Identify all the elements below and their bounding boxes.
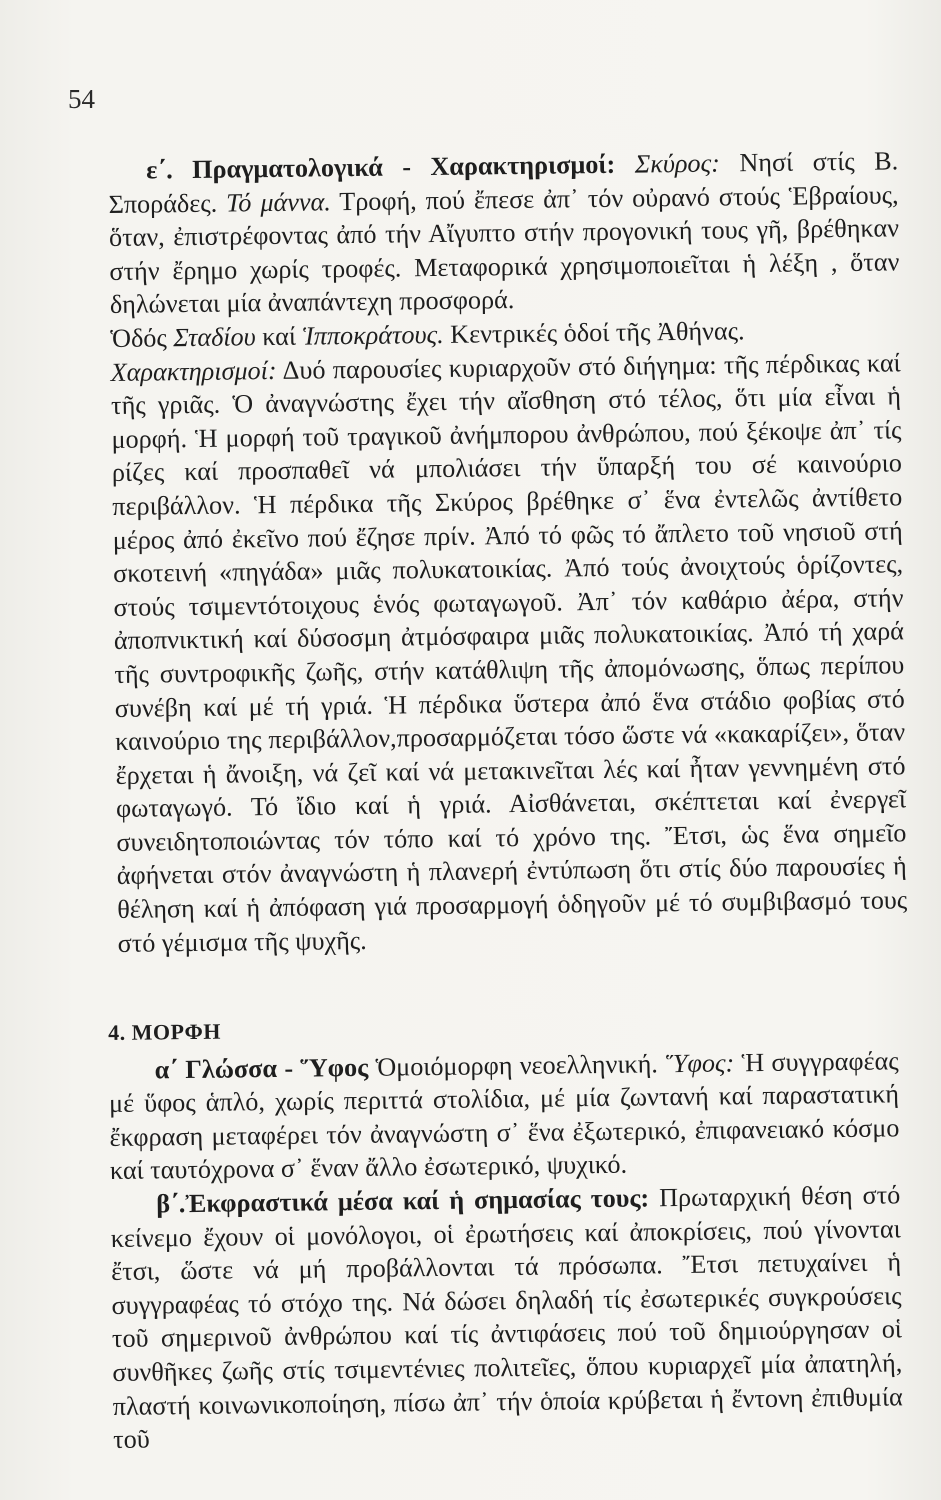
def-streets: Κεντρικές ὁδοί τῆς Ἀθήνας. [443, 316, 745, 349]
subheading-expressive-means: β΄.Ἐκφραστικά μέσα καί ἡ σημασίας τους: [156, 1183, 650, 1219]
text-language: Ὁμοιόμορφη νεοελληνική. [367, 1048, 666, 1082]
term-style: Ὕφος: [664, 1047, 735, 1078]
term-skyros: Σκύρος: [634, 148, 721, 179]
paragraph-characterizations [110, 346, 907, 960]
def-manna: Τροφή, πού ἔπεσε ἀπ᾽ τόν οὐρανό στούς Ἑβραίους, ὅταν, ἐπιστρέφοντας ἀπό τήν Αἴγυπτο στήν προγονική τους γῆ, βρέθηκαν στήν ἔρημο χωρίς τροφές. Μεταφορικά χρησιμοποιεῖται ἡ λέξη , ὅταν δηλώνεται μία ἀναπάντεχη προσφορά. [108, 179, 900, 320]
page-number: 54 [68, 84, 95, 114]
section-e-block [108, 144, 908, 960]
def-skyros: Νησί στίς Β. Σποράδες. [108, 146, 899, 219]
streets-prefix: Ὁδός [110, 323, 174, 353]
section-4-block [108, 1006, 903, 1456]
term-manna: Τό μάννα. [225, 186, 331, 218]
paragraph-expressive-means [110, 1178, 903, 1456]
text-expressive-means: Πρωταρχική θέση στό κείνεμο ἔχουν οἱ μονόλογοι, οἱ ἐρωτήσεις καί ἀποκρίσεις, πού γίνονται ἔτσι, ὥστε νά μή προβάλλονται τά πρόσωπα. Ἔτσι πετυχαίνει ἡ συγγραφέας τό στόχο της. Νά δώσει δηλαδή τίς ἐσωτερικές συγκρούσεις τοῦ σημερινοῦ ἀνθρώπου καί τίς ἀντιφάσεις πού τοῦ δημιούργησαν οἱ συνθῆκες ζωῆς στίς τσιμεντένιες πολιτεῖες, ὅπου κυριαρχεῖ μία ἀπατηλή, πλαστή κοινωνικοποίηση, πίσω ἀπ᾽ τήν ὁποία κρύβεται ἡ ἔντονη ἐπιθυμία τοῦ [110, 1180, 903, 1455]
text-characterizations: Δυό παρουσίες κυριαρχοῦν στό διήγημα: τῆς πέρδικας καί τῆς γριᾶς. Ὁ ἀναγνώστης ἔχει τήν αἴσθηση στό τέλος, ὅτι μία εἶναι ἡ μορφή. Ἡ μορφή τοῦ τραγικοῦ ἀνήμπορου ἀνθρώπου, πού ξέκοψε ἀπ᾽ τίς ρίζες καί προσπαθεῖ νά μπολιάσει τήν ὕπαρξή του σέ καινούριο περιβάλλον. Ἡ πέρδικα τῆς Σκύρος βρέθηκε σ᾽ ἕνα ἐντελῶς ἀντίθετο μέρος ἀπό ἐκεῖνο πού ἔζησε πρίν. Ἀπό τό φῶς τό ἄπλετο τοῦ νησιοῦ στή σκοτεινή «πηγάδα» μιᾶς πολυκατοικίας. Ἀπό τούς ἀνοιχτούς ὁρίζοντες, στούς τσιμεντότοιχους ἑνός φωταγωγοῦ. Ἀπ᾽ τόν καθάριο ἀέρα, στήν ἀποπνικτική καί δύσοσμη ἀτμόσφαιρα μιᾶς πολυκατοικίας. Ἀπό τή χαρά τῆς συντροφικῆς ζωῆς, στήν κατάθλιψη τῆς ἀπομόνωσης, ὅπως περίπου συνέβη καί μέ τή γριά. Ἡ πέρδικα ὕστερα ἀπό ἕνα στάδιο φοβίας στό καινούριο της περιβάλλον,προσαρμόζεται τόσο ὥστε νά «κακαρίζει», ὅταν ἔρχεται ἡ ἄνοιξη, νά ζεῖ καί νά μετακινεῖται λές καί ἦταν γεννημένη στό φωταγωγό. Τό ἴδιο καί ἡ γριά. Αἰσθάνεται, σκέπτεται καί ἐνεργεῖ συνειδητοποιώντας τόν τόπο καί τό χρόνο της. Ἔτσι, ὡς ἕνα σημεῖο ἀφήνεται στόν ἀναγνώστη ἡ πλανερή ἐντύπωση ὅτι στίς δύο παρουσίες ἡ θέληση καί ἡ ἀπόφαση γιά προσαρμογή ὁδηγοῦν μέ τό συμβιβασμό τους στό γέμισμα τῆς ψυχῆς. [110, 347, 908, 958]
term-characterizations: Χαρακτηρισμοί: [110, 355, 277, 387]
term-stadiou: Σταδίου [173, 322, 256, 353]
text-style: Ἡ συγγραφέας μέ ὕφος ἁπλό, χωρίς περιττά στολίδια, μέ μία ζωντανή καί παραστατική ἔκφραση μεταφέρει τόν ἀναγνώστη σ᾽ ἕνα ἐξωτερικό, ἐπιφανειακό κόσμο καί ταυτόχρονα σ᾽ ἕναν ἄλλο ἐσωτερικό, ψυχικό. [108, 1045, 900, 1186]
subheading-language-style: α΄ Γλώσσα - Ὕφος [154, 1052, 369, 1085]
term-ippokratous: Ἱπποκράτους. [302, 319, 444, 351]
paragraph-language-style [108, 1044, 900, 1188]
streets-and: καί [255, 321, 303, 352]
section-e-heading: ε΄. Πραγματολογικά - Χαρακτηρισμοί: [146, 149, 616, 185]
paragraph-skyros-manna [108, 144, 900, 322]
section-4-heading: 4. ΜΟΡΦΗ [108, 1018, 222, 1045]
